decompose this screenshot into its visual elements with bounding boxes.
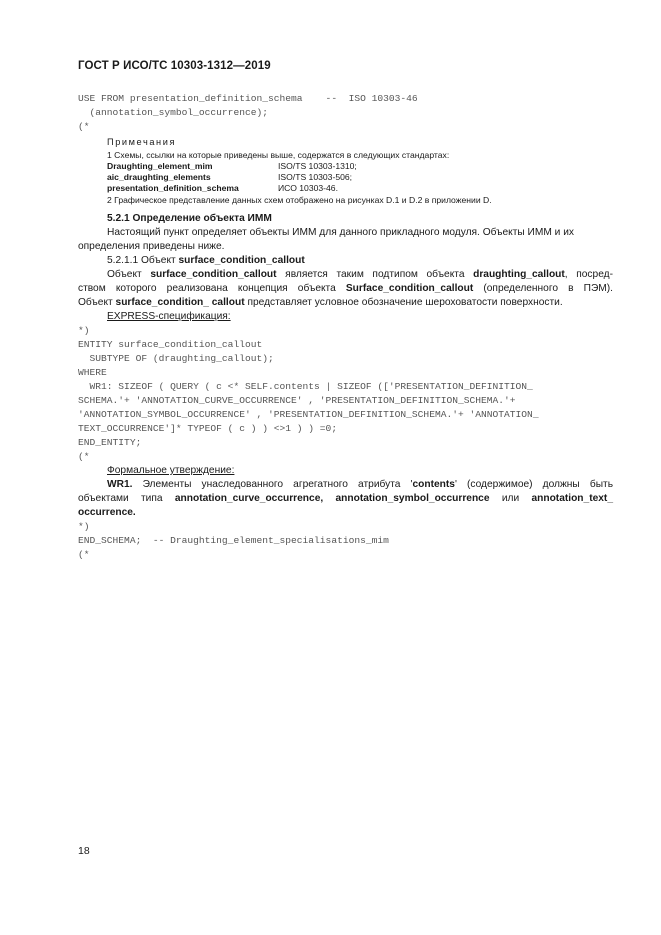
text-run: объектами типа — [78, 493, 175, 504]
section-paragraph: определения приведены ниже. — [78, 241, 225, 252]
schema-ref: ИСО 10303-46. — [278, 183, 338, 193]
code-line: SUBTYPE OF (draughting_callout); — [78, 353, 274, 364]
entity-name: draughting_callout — [473, 269, 565, 280]
subsection-number: 5.2.1.1 Объект — [107, 255, 179, 266]
schema-name: presentation_definition_schema — [107, 183, 239, 193]
code-line: (* — [78, 451, 90, 462]
note-1: 1 Схемы, ссылки на которые приведены выше, содержатся в следующих стандартах: — [107, 150, 450, 160]
express-label: EXPRESS-спецификация: — [107, 311, 231, 322]
text-run: Объект — [107, 269, 151, 280]
notes-heading: Примечания — [107, 137, 177, 147]
text-run: ством которого реализована концепция объекта — [78, 283, 346, 294]
entity-name: surface_condition_callout — [178, 255, 305, 266]
code-line: (annotation_symbol_occurrence); — [78, 107, 268, 118]
entity-name: surface_condition_ callout — [115, 297, 245, 308]
section-paragraph: Настоящий пункт определяет объекты ИММ для данного прикладного модуля. Объекты ИММ и их — [107, 227, 574, 238]
entity-description-line — [107, 269, 613, 280]
code-line: SCHEMA.'+ 'ANNOTATION_CURVE_OCCURRENCE' , 'PRESENTATION_DEFINITION_SCHEMA.'+ — [78, 395, 516, 406]
page-number: 18 — [78, 845, 90, 857]
code-line: *) — [78, 325, 90, 336]
text-run: Элементы унаследованного агрегатного атрибута ' — [132, 479, 413, 490]
schema-name: Draughting_element_mim — [107, 161, 213, 171]
code-line: ENTITY surface_condition_callout — [78, 339, 263, 350]
text-run: ' (содержимое) должны быть — [454, 479, 613, 490]
text-run: представляет условное обозначение шероховатости поверхности. — [244, 297, 563, 308]
schema-ref: ISO/TS 10303-1310; — [278, 161, 357, 171]
code-line: END_SCHEMA; -- Draughting_element_specialisations_mim — [78, 535, 389, 546]
code-line: TEXT_OCCURRENCE']* TYPEOF ( c ) ) <>1 ) ) =0; — [78, 423, 338, 434]
entity-name: Surface_condition_callout — [345, 283, 474, 294]
rule-id: WR1. — [107, 479, 133, 490]
attribute-name: contents — [412, 479, 455, 490]
rule-text-line — [107, 479, 613, 490]
text-run: является таким подтипом объекта — [276, 269, 474, 280]
text-run: (определенного в ПЭМ). — [473, 283, 613, 294]
formal-label: Формальное утверждение: — [107, 465, 235, 476]
section-heading: 5.2.1 Определение объекта ИММ — [107, 213, 272, 224]
subsection-heading — [107, 255, 305, 266]
entity-name: surface_condition_callout — [150, 269, 277, 280]
text-run: или — [489, 493, 532, 504]
rule-text-line: occurrence. — [78, 507, 136, 518]
schema-name: aic_draughting_elements — [107, 172, 211, 182]
entity-description-line — [78, 283, 613, 294]
entity-name: annotation_text_ — [531, 493, 613, 504]
code-line: USE FROM presentation_definition_schema -- ISO 10303-46 — [78, 93, 418, 104]
code-line: END_ENTITY; — [78, 437, 142, 448]
code-line: 'ANNOTATION_SYMBOL_OCCURRENCE' , 'PRESENTATION_DEFINITION_SCHEMA.'+ 'ANNOTATION_ — [78, 409, 539, 420]
text-run: , посред- — [564, 269, 613, 280]
code-line: WR1: SIZEOF ( QUERY ( c <* SELF.contents | SIZEOF (['PRESENTATION_DEFINITION_ — [78, 381, 533, 392]
code-line: *) — [78, 521, 90, 532]
schema-ref: ISO/TS 10303-506; — [278, 172, 353, 182]
code-line: (* — [78, 549, 90, 560]
entity-description-line — [78, 297, 563, 308]
code-line: WHERE — [78, 367, 107, 378]
text-run: Объект — [78, 297, 116, 308]
note-2: 2 Графическое представление данных схем отображено на рисунках D.1 и D.2 в приложении D. — [107, 195, 492, 205]
rule-text-line — [78, 493, 613, 504]
page-header: ГОСТ Р ИСО/ТС 10303-1312—2019 — [78, 60, 271, 72]
entity-name: annotation_curve_occurrence, annotation_symbol_occurrence — [174, 493, 490, 504]
code-line: (* — [78, 121, 90, 132]
